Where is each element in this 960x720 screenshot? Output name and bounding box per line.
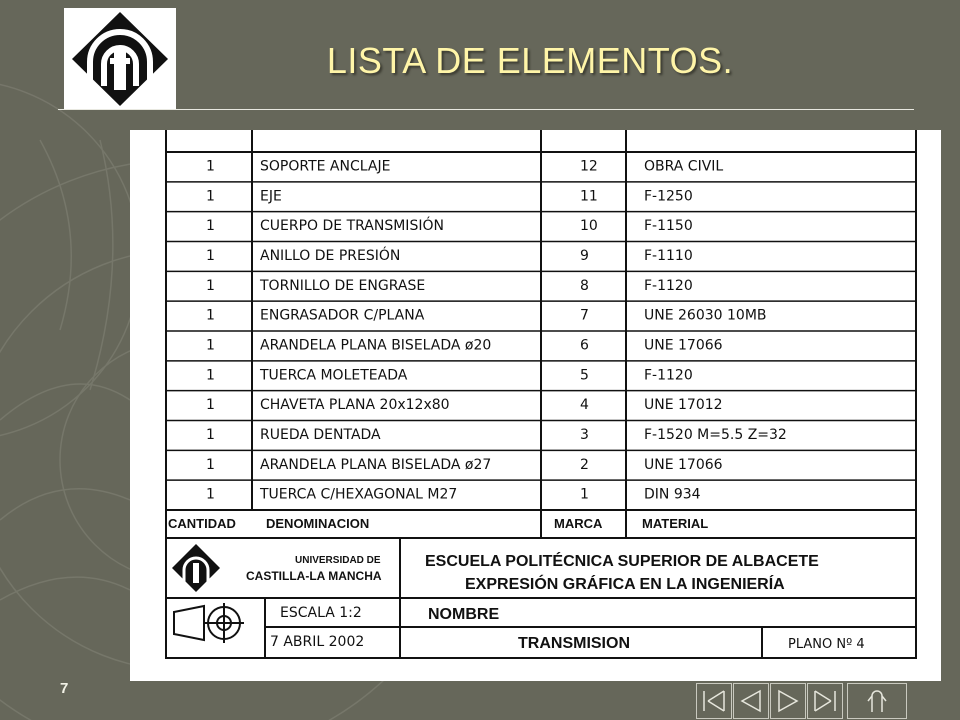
next-slide-button[interactable] xyxy=(770,683,806,719)
return-icon xyxy=(864,688,890,714)
first-slide-icon xyxy=(701,688,727,714)
part-marca: 6 xyxy=(580,337,589,354)
parts-list-drawing xyxy=(130,130,941,681)
part-marca: 4 xyxy=(580,397,589,414)
university-line1: UNIVERSIDAD DE xyxy=(295,555,381,566)
header-material: MATERIAL xyxy=(642,516,709,531)
parts-list-svg xyxy=(130,130,941,681)
last-slide-button[interactable] xyxy=(807,683,843,719)
part-material: F-1120 xyxy=(644,277,693,294)
part-material: F-1120 xyxy=(644,367,693,384)
part-denominacion: RUEDA DENTADA xyxy=(260,426,381,443)
part-denominacion: ENGRASADOR C/PLANA xyxy=(260,307,425,324)
part-cantidad: 1 xyxy=(206,426,215,443)
part-cantidad: 1 xyxy=(206,337,215,354)
school-name: ESCUELA POLITÉCNICA SUPERIOR DE ALBACETE xyxy=(425,553,819,570)
small-university-logo-icon xyxy=(172,544,220,592)
return-button[interactable] xyxy=(847,683,907,719)
part-material: DIN 934 xyxy=(644,486,701,503)
part-denominacion: CHAVETA PLANA 20x12x80 xyxy=(260,397,450,414)
part-marca: 7 xyxy=(580,307,589,324)
part-denominacion: SOPORTE ANCLAJE xyxy=(260,158,391,175)
part-marca: 2 xyxy=(580,456,589,473)
part-marca: 1 xyxy=(580,486,589,503)
part-material: UNE 26030 10MB xyxy=(644,307,767,324)
header-cantidad: CANTIDAD xyxy=(168,516,236,531)
part-cantidad: 1 xyxy=(206,247,215,264)
part-material: UNE 17066 xyxy=(644,456,723,473)
projection-symbol-icon xyxy=(174,603,244,643)
part-denominacion: ANILLO DE PRESIÓN xyxy=(260,247,401,264)
part-cantidad: 1 xyxy=(206,307,215,324)
part-cantidad: 1 xyxy=(206,397,215,414)
part-material: F-1250 xyxy=(644,188,693,205)
part-material: F-1520 M=5.5 Z=32 xyxy=(644,426,787,443)
part-marca: 10 xyxy=(580,218,598,235)
subject-name: EXPRESIÓN GRÁFICA EN LA INGENIERÍA xyxy=(465,576,785,593)
previous-slide-button[interactable] xyxy=(733,683,769,719)
part-marca: 9 xyxy=(580,247,589,264)
part-denominacion: TUERCA MOLETEADA xyxy=(260,367,408,384)
part-material: F-1150 xyxy=(644,218,693,235)
last-slide-icon xyxy=(812,688,838,714)
date-label: 7 ABRIL 2002 xyxy=(270,634,365,650)
part-marca: 11 xyxy=(580,188,598,205)
part-denominacion: ARANDELA PLANA BISELADA ø20 xyxy=(260,337,492,354)
part-denominacion: TORNILLO DE ENGRASE xyxy=(260,277,426,294)
part-cantidad: 1 xyxy=(206,188,215,205)
part-cantidad: 1 xyxy=(206,367,215,384)
scale-label: ESCALA 1:2 xyxy=(280,605,362,621)
part-denominacion: CUERPO DE TRANSMISIÓN xyxy=(260,218,444,235)
title-divider xyxy=(58,109,914,110)
part-marca: 3 xyxy=(580,426,589,443)
header-denominacion: DENOMINACION xyxy=(266,516,370,531)
part-cantidad: 1 xyxy=(206,218,215,235)
part-marca: 8 xyxy=(580,277,589,294)
part-cantidad: 1 xyxy=(206,277,215,294)
university-logo xyxy=(64,8,176,110)
slide-navigation xyxy=(696,683,908,719)
part-material: UNE 17066 xyxy=(644,337,723,354)
part-denominacion: ARANDELA PLANA BISELADA ø27 xyxy=(260,456,492,473)
part-denominacion: EJE xyxy=(260,188,282,205)
next-slide-icon xyxy=(775,688,801,714)
header-marca: MARCA xyxy=(554,516,603,531)
part-material: UNE 17012 xyxy=(644,397,723,414)
part-marca: 5 xyxy=(580,367,589,384)
university-logo-icon xyxy=(64,8,176,110)
part-cantidad: 1 xyxy=(206,158,215,175)
part-material: OBRA CIVIL xyxy=(644,158,724,175)
first-slide-button[interactable] xyxy=(696,683,732,719)
part-material: F-1110 xyxy=(644,247,693,264)
slide-title: LISTA DE ELEMENTOS. xyxy=(326,40,734,81)
previous-slide-icon xyxy=(738,688,764,714)
part-denominacion: TUERCA C/HEXAGONAL M27 xyxy=(260,486,458,503)
plan-number: PLANO Nº 4 xyxy=(788,637,865,652)
part-cantidad: 1 xyxy=(206,486,215,503)
name-label: NOMBRE xyxy=(428,606,500,623)
part-cantidad: 1 xyxy=(206,456,215,473)
drawing-title: TRANSMISION xyxy=(518,635,630,652)
slide-number: 7 xyxy=(60,680,69,697)
university-line2: CASTILLA-LA MANCHA xyxy=(246,569,382,583)
part-marca: 12 xyxy=(580,158,598,175)
